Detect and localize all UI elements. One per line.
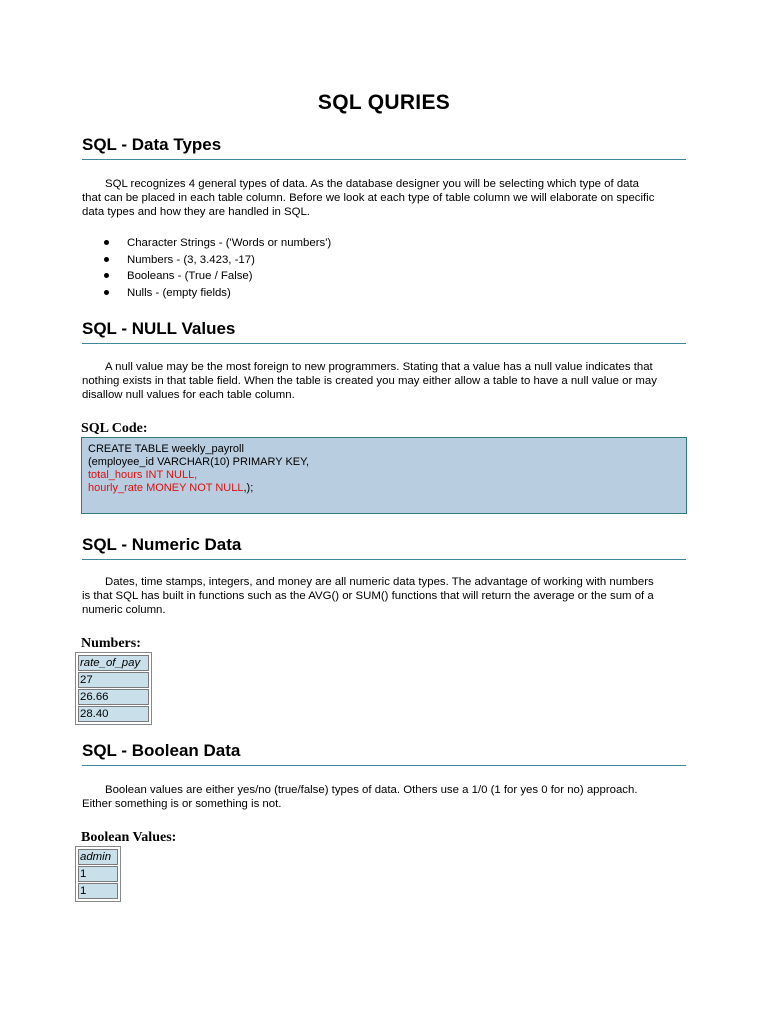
paragraph-line: A null value may be the most foreign to new programmers. Stating that a value has a null value indicates that bbox=[105, 361, 653, 373]
boolean-values-label: Boolean Values: bbox=[81, 830, 177, 845]
numbers-table bbox=[75, 652, 152, 725]
list-item: Numbers - (3, 3.423, -17) bbox=[82, 252, 331, 269]
sql-code-block bbox=[81, 437, 687, 514]
table-cell: 1 bbox=[78, 883, 118, 899]
paragraph-line: is that SQL has built in functions such as the AVG() or SUM() functions that will return the average or the sum of a bbox=[82, 590, 654, 602]
code-line: CREATE TABLE weekly_payroll bbox=[88, 443, 244, 455]
null-values-paragraph bbox=[82, 360, 686, 402]
data-types-paragraph bbox=[82, 177, 686, 219]
list-item: Booleans - (True / False) bbox=[82, 268, 331, 285]
paragraph-line: data types and how they are handled in SQL. bbox=[82, 206, 310, 218]
paragraph-line: Boolean values are either yes/no (true/false) types of data. Others use a 1/0 (1 for yes 0 for no) approach. bbox=[105, 784, 638, 796]
paragraph-line: Either something is or something is not. bbox=[82, 798, 282, 810]
paragraph-line: Dates, time stamps, integers, and money are all numeric data types. The advantage of working with numbers bbox=[105, 576, 654, 588]
boolean-table bbox=[75, 846, 121, 902]
table-cell: 1 bbox=[78, 866, 118, 882]
table-cell: 26.66 bbox=[78, 689, 149, 705]
bullet-icon bbox=[104, 240, 109, 245]
list-item: Character Strings - ('Words or numbers') bbox=[82, 235, 331, 252]
table-cell: 27 bbox=[78, 672, 149, 688]
bullet-icon bbox=[104, 290, 109, 295]
code-line bbox=[88, 482, 680, 495]
section-heading-numeric-data: SQL - Numeric Data bbox=[82, 535, 686, 560]
list-item: Nulls - (empty fields) bbox=[82, 285, 331, 302]
section-heading-boolean-data: SQL - Boolean Data bbox=[82, 741, 686, 766]
page-title: SQL QURIES bbox=[317, 91, 451, 114]
code-tail: ,); bbox=[243, 482, 254, 494]
code-highlight: hourly_rate MONEY NOT NULL bbox=[88, 482, 244, 494]
table-header-cell: admin bbox=[78, 849, 118, 865]
sql-code-label: SQL Code: bbox=[81, 421, 148, 436]
paragraph-line: SQL recognizes 4 general types of data. As the database designer you will be selecting which type of data bbox=[105, 178, 640, 190]
paragraph-line: nothing exists in that table field. When the table is created you may either allow a table to have a null value or may bbox=[82, 375, 657, 387]
data-types-list bbox=[82, 235, 331, 301]
numeric-paragraph bbox=[82, 575, 686, 617]
code-line-highlighted: total_hours INT NULL, bbox=[88, 469, 198, 481]
table-cell: 28.40 bbox=[78, 706, 149, 722]
paragraph-line: disallow null values for each table column. bbox=[82, 389, 295, 401]
bullet-icon bbox=[104, 257, 109, 262]
section-heading-data-types: SQL - Data Types bbox=[82, 135, 686, 160]
section-heading-null-values: SQL - NULL Values bbox=[82, 319, 686, 344]
numbers-label: Numbers: bbox=[81, 636, 141, 651]
table-header-cell: rate_of_pay bbox=[78, 655, 149, 671]
paragraph-line: that can be placed in each table column. Before we look at each type of table column we will elaborate on specific bbox=[82, 192, 655, 204]
bullet-icon bbox=[104, 273, 109, 278]
code-line: (employee_id VARCHAR(10) PRIMARY KEY, bbox=[88, 456, 310, 468]
boolean-paragraph bbox=[82, 783, 686, 811]
paragraph-line: numeric column. bbox=[82, 604, 166, 616]
